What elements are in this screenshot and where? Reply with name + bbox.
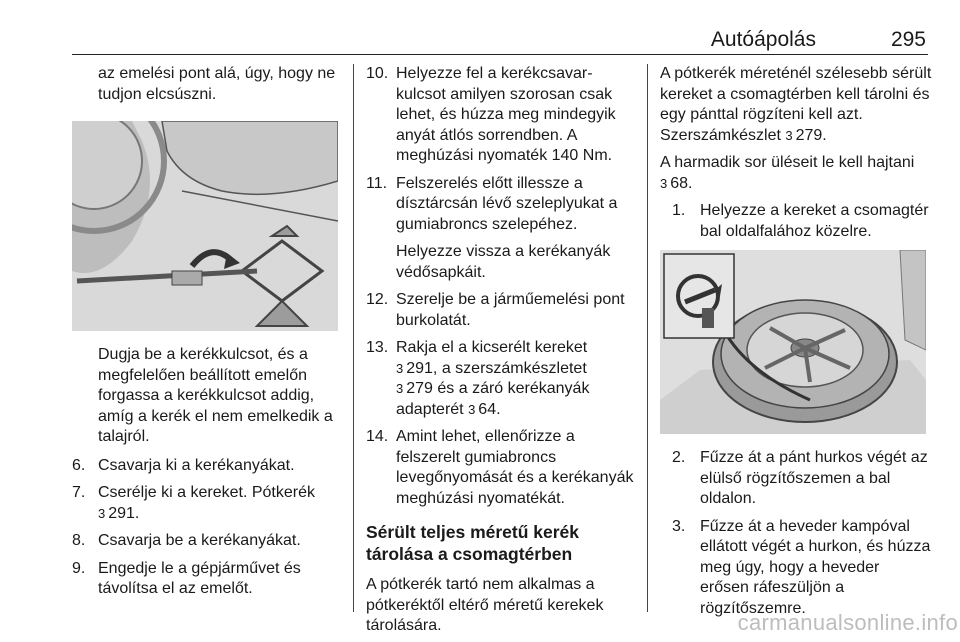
paragraph: A pótkerék tartó nem alkalmas a pótkeréktől eltérő méretű kerekek tárolására. xyxy=(366,576,604,634)
column-divider xyxy=(353,64,354,612)
reference-arrow-icon: 3 xyxy=(785,127,793,143)
paragraph: A pótkerék méreténél szélesebb sérült kereket a csomagtérben kell tárolni és egy pánttal rögzíteni kell azt. Szerszámkészlet 3 279. xyxy=(660,64,932,146)
page-reference[interactable]: 291, a szerszámkészletet xyxy=(406,359,587,377)
figure-caption: Dugja be a kerékkulcsot, és a megfelelően beállított emelőn forgassa a kerékkulcsot addig, amíg a kerék el nem emelkedik a talajról. xyxy=(98,346,333,445)
column-1 xyxy=(72,64,342,607)
page-header xyxy=(72,8,928,51)
list-item: 12. Szerelje be a járműemelési pont burkolatát. xyxy=(366,291,625,329)
watermark: carmanualsonline.info xyxy=(737,610,958,635)
section-title: Autóápolás xyxy=(710,28,816,51)
list-item: 8. Csavarja be a kerékanyákat. xyxy=(72,532,301,549)
list-item: 1. Helyezze a kereket a csomagtér bal oldalfalához közelre. xyxy=(672,202,929,240)
column-3 xyxy=(660,64,932,626)
list-item: 6. Csavarja ki a kerékanyákat. xyxy=(72,456,295,474)
reference-arrow-icon: 3 xyxy=(660,175,668,191)
list-item: 3. Fűzze át a heveder kampóval ellátott végét a hurkon, és húzza meg úgy, hogy a heveder erősen ráfeszüljön a rögzítőszemre. xyxy=(672,517,931,617)
list-item: 10. Helyezze fel a kerékcsavar-kulcsot amilyen szorosan csak lehet, és húzza meg mindegyik anyát átlós sorrendben. A meghúzási nyomaték 140 Nm. xyxy=(366,65,616,164)
page-number: 295 xyxy=(890,28,926,51)
car-jack-figure xyxy=(72,121,338,331)
page-reference[interactable]: 68. xyxy=(670,174,693,192)
trunk-wheel-figure xyxy=(660,250,926,434)
column-2 xyxy=(366,64,638,637)
list-item: 9. Engedje le a gépjárművet és távolítsa el az emelőt. xyxy=(72,559,301,597)
column-divider xyxy=(647,64,648,612)
reference-arrow-icon: 3 xyxy=(396,360,404,376)
page-reference[interactable]: 279 és a záró kerékanyák adapterét xyxy=(396,380,590,418)
list-item: 2. Fűzze át a pánt hurkos végét az elülső rögzítőszemen a bal oldalon. xyxy=(672,449,928,507)
trunk-wheel-strap-illustration xyxy=(660,250,926,434)
page-reference[interactable]: 291. xyxy=(108,504,140,522)
paragraph: A harmadik sor üléseit le kell hajtani 3 68. xyxy=(660,153,932,194)
list-item: 13. Rakja el a kicserélt kereket 3 291, a szerszámkészletet 3 279 és a záró kerékanyák adapterét 3 64. xyxy=(366,338,638,420)
intro-text: az emelési pont alá, úgy, hogy ne tudjon elcsúszni. xyxy=(98,65,336,103)
list-item: 14. Amint lehet, ellenőrizze a felszerelt gumiabroncs levegőnyomását és a kerékanyák meghúzási nyomatékát. xyxy=(366,428,634,507)
reference-arrow-icon: 3 xyxy=(396,381,404,396)
page-reference[interactable]: 64. xyxy=(478,400,501,418)
car-jack-illustration xyxy=(72,121,338,331)
page-reference[interactable]: 279. xyxy=(795,126,827,144)
list-item: 11. Felszerelés előtt illessze a dísztárcsán lévő szeleplyukat a gumiabroncs szelepéhez. Helyezze vissza a kerékanyák védősapkáit. xyxy=(366,174,618,281)
reference-arrow-icon: 3 xyxy=(98,505,106,521)
reference-arrow-icon: 3 xyxy=(468,401,476,417)
header-rule xyxy=(72,54,928,55)
section-heading: Sérült teljes méretű kerék tárolása a csomagtérben xyxy=(366,522,580,564)
list-item: 7. Cserélje ki a kereket. Pótkerék 3 291. xyxy=(72,483,342,524)
